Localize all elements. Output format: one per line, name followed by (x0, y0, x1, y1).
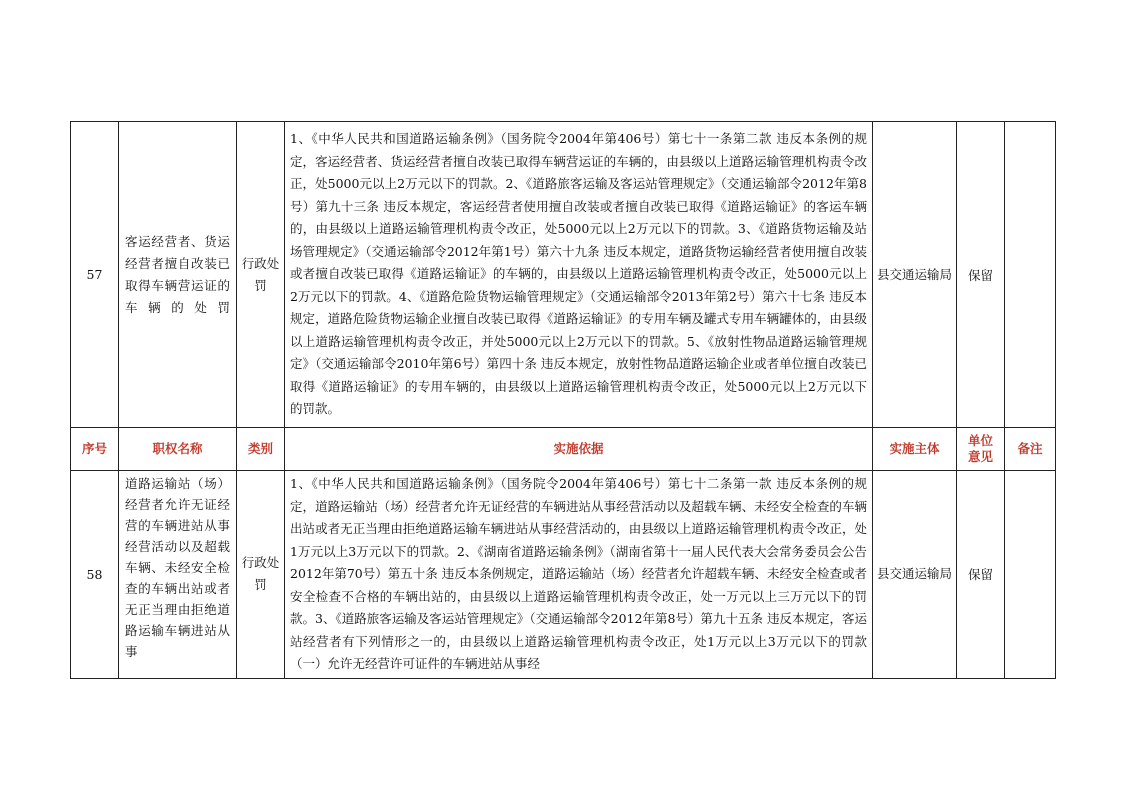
row-basis: 1、《中华人民共和国道路运输条例》（国务院令2004年第406号）第七十一条第二款 违反本条例的规定，客运经营者、货运经营者擅自改装已取得车辆营运证的车辆的，由县级以上道路运输管理机构责令改正，处5000元以上2万元以下的罚款。2、《道路旅客运输及客运站管理规定》（交通运输部令2012年第8号）第九十三条 违反本规定，客运经营者使用擅自改装或者擅自改装已取得《道路运输证》的客运车辆的，由县级以上道路运输管理机构责令改正，处5000元以上2万元以下的罚款。3、《道路货物运输及站场管理规定》（交通运输部令2012年第1号）第六十九条 违反本规定，道路货物运输经营者使用擅自改装或者擅自改装已取得《道路运输证》的车辆的，由县级以上道路运输管理机构责令改正，处5000元以上2万元以下的罚款。4、《道路危险货物运输管理规定》（交通运输部令2013年第2号）第六十七条 违反本规定，道路危险货物运输企业擅自改装已取得《道路运输证》的专用车辆及罐式专用车辆罐体的，由县级以上道路运输管理机构责令改正，并处5000元以上2万元以下的罚款。5、《放射性物品道路运输管理规定》（交通运输部令2010年第6号）第四十条 违反本规定，放射性物品道路运输企业或者单位擅自改装已取得《道路运输证》的专用车辆的，由县级以上道路运输管理机构责令改正，处5000元以上2万元以下的罚款。 (285, 122, 873, 428)
authority-table (70, 121, 1056, 679)
row-subject: 县交通运输局 (873, 471, 957, 679)
row-basis: 1、《中华人民共和国道路运输条例》（国务院令2004年第406号）第七十二条第一款 违反本条例的规定，道路运输站（场）经营者允许无证经营的车辆进站从事经营活动以及超载车辆、未经安全检查的车辆出站或者无正当理由拒绝道路运输车辆进站从事经营活动的，由县级以上道路运输管理机构责令改正，处1万元以上3万元以下的罚款。2、《湖南省道路运输条例》（湖南省第十一届人民代表大会常务委员会公告2012年第70号）第五十条 违反本条例规定，道路运输站（场）经营者允许超载车辆、未经安全检查或者安全检查不合格的车辆出站的，由县级以上道路运输管理机构责令改正，处一万元以上三万元以下的罚款。3、《道路旅客运输及客运站管理规定》（交通运输部令2012年第8号）第九十五条 违反本规定，客运站经营者有下列情形之一的，由县级以上道路运输管理机构责令改正，处1万元以上3万元以下的罚款 （一）允许无经营许可证件的车辆进站从事经 (285, 471, 873, 679)
header-subject: 实施主体 (873, 428, 957, 471)
row-seq: 57 (71, 122, 119, 428)
table-header-row (71, 428, 1056, 471)
row-remark (1005, 122, 1056, 428)
header-unit-opinion: 单位意见 (957, 428, 1005, 471)
table-row (71, 122, 1056, 428)
row-opinion: 保留 (957, 122, 1005, 428)
row-opinion: 保留 (957, 471, 1005, 679)
row-seq: 58 (71, 471, 119, 679)
header-name: 职权名称 (119, 428, 237, 471)
row-authority-name: 客运经营者、货运经营者擅自改装已取得车辆营运证的车辆的处罚 (119, 122, 237, 428)
row-authority-name: 道路运输站（场）经营者允许无证经营的车辆进站从事经营活动以及超载车辆、未经安全检查的车辆出站或者无正当理由拒绝道路运输车辆进站从事 (119, 471, 237, 679)
table-row (71, 471, 1056, 679)
row-remark (1005, 471, 1056, 679)
row-category: 行政处罚 (237, 471, 285, 679)
header-basis: 实施依据 (285, 428, 873, 471)
row-subject: 县交通运输局 (873, 122, 957, 428)
row-category: 行政处罚 (237, 122, 285, 428)
header-seq: 序号 (71, 428, 119, 471)
header-remark: 备注 (1005, 428, 1056, 471)
header-category: 类别 (237, 428, 285, 471)
